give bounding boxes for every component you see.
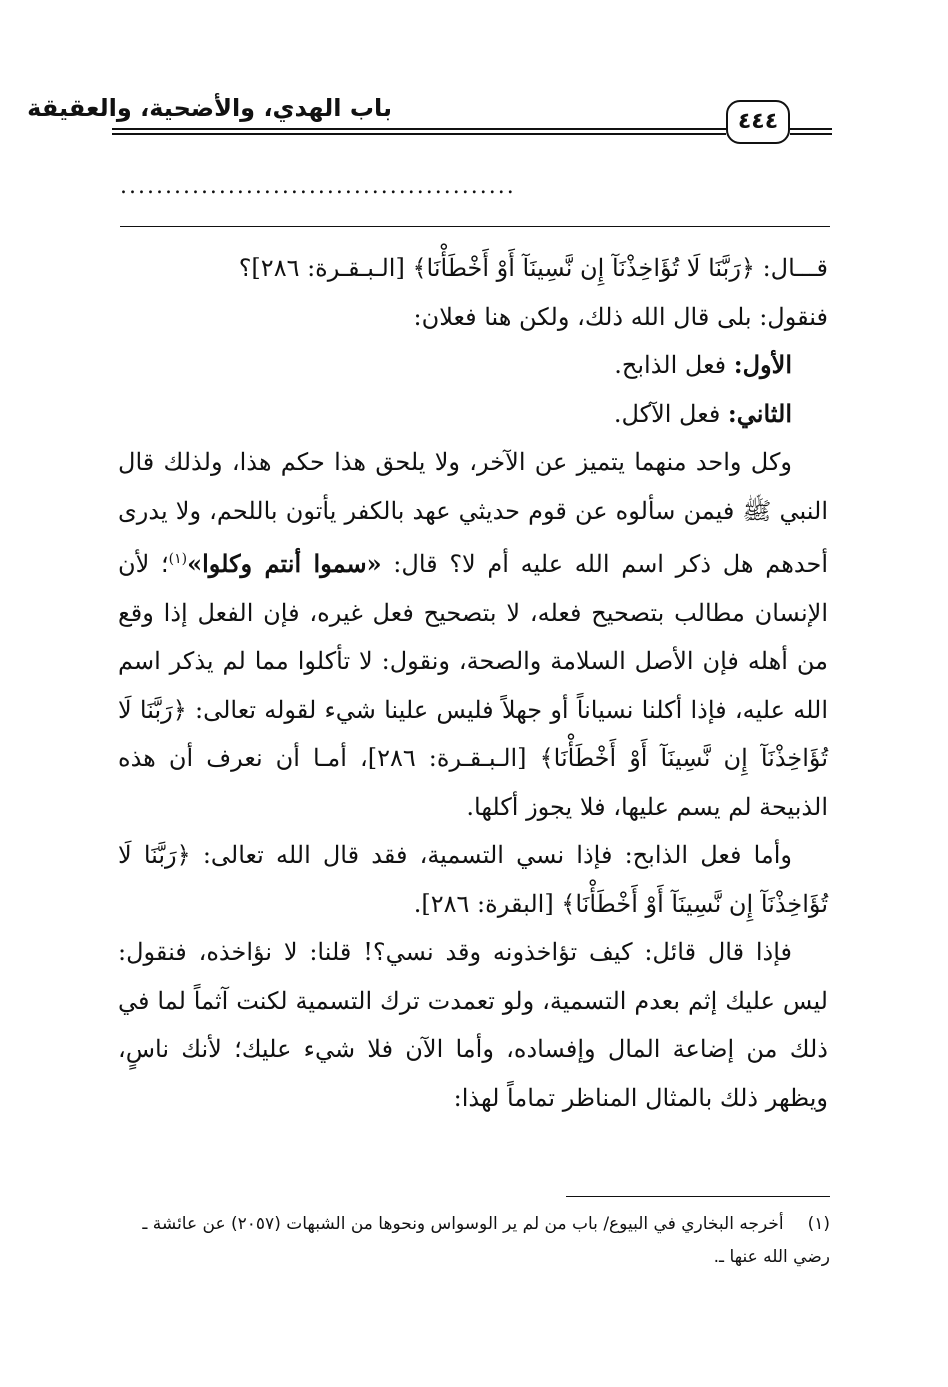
paragraph-second-act	[118, 390, 828, 439]
paragraph-2: فنقول: بلى قال الله ذلك، ولكن هنا فعلان:	[413, 302, 828, 331]
first-text: فعل الذابح.	[614, 351, 734, 379]
header-rule-bottom	[112, 133, 726, 135]
hadith-quote: «سموا أنتم وكلوا»	[187, 549, 382, 578]
dotted-separator: ............................................	[120, 174, 516, 199]
footnote-reference: (١)	[168, 551, 188, 567]
running-header-title: باب الهدي، والأضحية، والعقيقة	[27, 94, 392, 122]
first-label: الأول:	[733, 350, 792, 379]
paragraph-5-part-b: ؛ لأن الإنسان مطالب بتصحيح فعله، لا بتصحيح فعل غيره، فإن الفعل إذا وقع من أهله فإن الأصل السلامة والصحة، ونقول: لا تأكلوا مما لم يذكر اسم الله عليه، فإذا أكلنا نسياناً أو جهلاً فليس علينا شيء لقوله تعالى: ﴿رَبَّنَا لَا تُؤَاخِذْنَآ إِن نَّسِينَآ أَوْ أَخْطَأْنَا﴾ [الـبـقـرة: ٢٨٦]، أمـا أن نعرف أن هذه الذبيحة لم يسم عليها، فلا يجوز أكلها.	[118, 550, 828, 821]
paragraph-5	[118, 438, 828, 831]
paragraph-7: فإذا قال قائل: كيف تؤاخذونه وقد نسي؟! قلنا: لا نؤاخذه، فنقول: ليس عليك إثم بعدم التسمية، ولو تعمدت ترك التسمية لكنت آثماً لما في ذلك من إضاعة المال وإفساده، وأما الآن فلا شيء عليك؛ لأنك ناسٍ، ويظهر ذلك بالمثال المناظر تماماً لهذا:	[118, 938, 828, 1112]
page-number-badge: ٤٤٤	[726, 100, 790, 144]
paragraph-1: قـــال: ﴿رَبَّنَا لَا تُؤَاخِذْنَآ إِن نَّسِينَآ أَوْ أَخْطَأْنَا﴾ [الـبـقـرة: ٢٨٦]؟	[238, 254, 828, 282]
header-rule-top	[112, 128, 726, 130]
paragraph-5-part-a: وكل واحد منهما يتميز عن الآخر، ولا يلحق هذا حكم هذا، ولذلك قال النبي ﷺ فيمن سألوه عن قوم حديثي عهد بالكفر يأتون باللحم، ولا يدرى أحدهم هل ذكر اسم الله عليه أم لا؟ قال:	[118, 448, 828, 578]
header-rule-right-bottom	[790, 133, 832, 135]
second-label: الثاني:	[727, 398, 792, 428]
main-text	[118, 244, 828, 1122]
footnote	[118, 1208, 830, 1274]
header-rule-right-top	[790, 128, 832, 130]
footnote-number: (١)	[807, 1214, 830, 1234]
footnote-text: أخرجه البخاري في البيوع/ باب من لم ير الوسواس ونحوها من الشبهات (٢٠٥٧) عن عائشة ـ رضي الله عنها ـ.	[142, 1214, 830, 1267]
section-divider	[120, 226, 830, 227]
footnote-rule	[566, 1196, 830, 1197]
paragraph-first-act	[118, 341, 828, 390]
paragraph-6: وأما فعل الذابح: فإذا نسي التسمية، فقد قال الله تعالى: ﴿رَبَّنَا لَا تُؤَاخِذْنَآ إِن نَّسِينَآ أَوْ أَخْطَأْنَا﴾ [البقرة: ٢٨٦].	[118, 841, 828, 918]
second-text: فعل الآكل.	[613, 399, 728, 428]
